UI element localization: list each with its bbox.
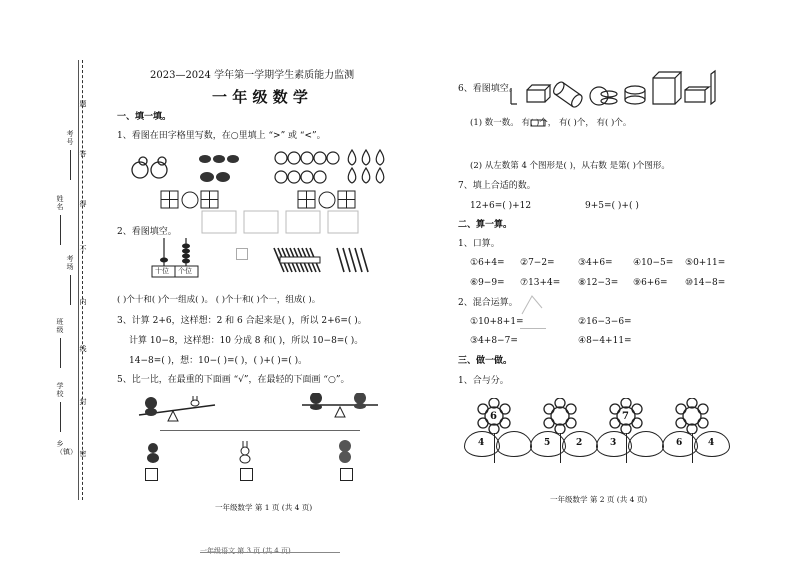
seesaw-right-icon (298, 393, 383, 429)
label-exam-number: 考号 (66, 130, 74, 146)
oral-problem[interactable]: ④10−5= (633, 258, 674, 268)
flower-top-number[interactable]: 6 (490, 411, 497, 422)
exam-room-line (70, 275, 71, 305)
mixed-problem[interactable]: ①10+8+1= (470, 317, 524, 327)
flower-right-leaf[interactable] (496, 431, 532, 457)
bottom-bleed-line (200, 552, 340, 553)
oral-problem[interactable]: ①6+4= (470, 258, 505, 268)
exam-number-line (70, 150, 71, 180)
mixed-problem[interactable]: ③4+8−7= (470, 336, 518, 346)
faded-mark (520, 294, 550, 316)
subject-title: 一 年 级 数 学 (212, 88, 308, 106)
fold-word: 密 (79, 450, 87, 458)
answer-box-squirrel[interactable] (145, 468, 158, 481)
flower-left-number[interactable]: 5 (544, 438, 551, 448)
fold-word: 内 (79, 298, 87, 306)
name-line (60, 215, 61, 245)
section-do-it: 三、做一做。 (458, 356, 513, 366)
flower-head-icon (672, 398, 712, 434)
faded-line (520, 328, 546, 329)
label-name: 姓名 (56, 195, 64, 211)
fold-word: 得 (79, 200, 87, 208)
oral-problem[interactable]: ⑥9−9= (470, 278, 505, 288)
oral-problem[interactable]: ⑩14−8= (685, 278, 726, 288)
class-line (60, 338, 61, 368)
oral-problem[interactable]: ②7−2= (520, 258, 555, 268)
question-6-2[interactable]: (2) 从左数第 4 个图形是( )，从右数 是第( )个图形。 (470, 161, 670, 171)
binding-solid-line (78, 60, 79, 500)
flower-left-number[interactable]: 3 (610, 438, 617, 448)
label-class: 班级 (56, 318, 64, 334)
question-6-1[interactable]: (1) 数一数。 有( )个， 有( )个， 有( )个。 (470, 118, 632, 128)
section-calculate: 二、算一算。 (458, 220, 513, 230)
mixed-problem[interactable]: ②16−3−6= (578, 317, 632, 327)
oral-problem[interactable]: ⑤0+11= (685, 258, 726, 268)
compose-decompose-title: 1、合与分。 (458, 376, 509, 386)
question-4[interactable]: 14−8=( )，想：10−( )=( )，( )+( )=( )。 (129, 356, 308, 366)
mixed-calc-title: 2、混合运算。 (458, 298, 518, 308)
fold-word: 题 (79, 100, 87, 108)
question-7: 7、填上合适的数。 (458, 181, 536, 191)
flower-left-number[interactable]: 6 (676, 438, 683, 448)
eggplant-icon (197, 150, 247, 186)
label-township: 乡（镇） (56, 440, 77, 456)
rabbit-icon (236, 440, 254, 464)
section-fill-in: 一、填一填。 (117, 112, 172, 122)
oral-problem[interactable]: ⑦13+4= (520, 278, 561, 288)
bottom-bleed-text: 一年级语文 第 3 页 (共 4 页) (200, 547, 291, 555)
label-school: 学校 (56, 382, 64, 398)
fold-word: 线 (79, 345, 87, 353)
tomato-icon (274, 150, 340, 186)
question-6: 6、看图填空。 (458, 84, 518, 94)
flower-right-number[interactable]: 4 (708, 438, 715, 448)
exam-header: 2023—2024 学年第一学期学生素质能力监测 (150, 70, 355, 81)
flower-right-number[interactable]: 2 (576, 438, 583, 448)
cylinder-small-icon (529, 118, 547, 128)
flower-right-leaf[interactable] (628, 431, 664, 457)
page-1-footer: 一年级数学 第 1 页 (共 4 页) (215, 503, 313, 512)
question-3[interactable]: 3、计算 2+6，这样想：2 和 6 合起来是( )，所以 2+6=( )。 (117, 316, 367, 326)
seesaw-left-icon (135, 393, 220, 429)
oral-problem[interactable]: ⑨6+6= (633, 278, 668, 288)
question-2-blanks[interactable]: ( )个十和( )个一组成( )。 ( )个十和( )个一，组成( )。 (117, 295, 321, 305)
faded-box-shapes (200, 207, 360, 235)
question-3-part-2[interactable]: 计算 10−8，这样想：10 分成 8 和( )，所以 10−8=( )。 (129, 336, 364, 346)
answer-box-rabbit[interactable] (240, 468, 253, 481)
stick-bundle-icon (270, 244, 330, 276)
question-1: 1、看图在田字格里写数，在○里填上 “>” 或 “<”。 (117, 131, 326, 141)
monkey-icon (334, 438, 356, 464)
fold-word: 封 (79, 398, 87, 406)
flower-head-icon (540, 398, 580, 434)
pear-icon (345, 148, 391, 186)
question-5: 5、比一比，在最重的下面画 “√”，在最轻的下面画 “○”。 (117, 375, 350, 385)
question-7-b[interactable]: 9+5=( )+( ) (585, 201, 639, 211)
answer-box-monkey[interactable] (340, 468, 353, 481)
mixed-problem[interactable]: ④8−4+11= (578, 336, 632, 346)
page-2-footer: 一年级数学 第 2 页 (共 4 页) (550, 495, 648, 504)
question-7-a[interactable]: 12+6=( )+12 (470, 201, 532, 211)
squirrel-icon (142, 440, 164, 464)
binding-dashed-line (82, 60, 83, 500)
abacus-tens-label: 十位 (155, 267, 169, 275)
chick-icon (130, 155, 170, 183)
single-sticks-icon (334, 246, 370, 274)
school-line (60, 402, 61, 432)
flower-left-number[interactable]: 4 (478, 438, 485, 448)
oral-problem[interactable]: ⑧12−3= (578, 278, 619, 288)
fold-word: 不 (79, 245, 87, 253)
abacus-ones-label: 个位 (178, 267, 192, 275)
faded-square (236, 248, 248, 260)
label-exam-room: 考场 (66, 255, 74, 271)
question-2: 2、看图填空。 (117, 227, 177, 237)
oral-calc-title: 1、口算。 (458, 239, 500, 249)
connector-line (160, 430, 360, 431)
fold-word: 答 (79, 150, 87, 158)
flower-top-number[interactable]: 7 (622, 411, 629, 422)
oral-problem[interactable]: ③4+6= (578, 258, 613, 268)
shapes-row-icon (505, 66, 721, 108)
